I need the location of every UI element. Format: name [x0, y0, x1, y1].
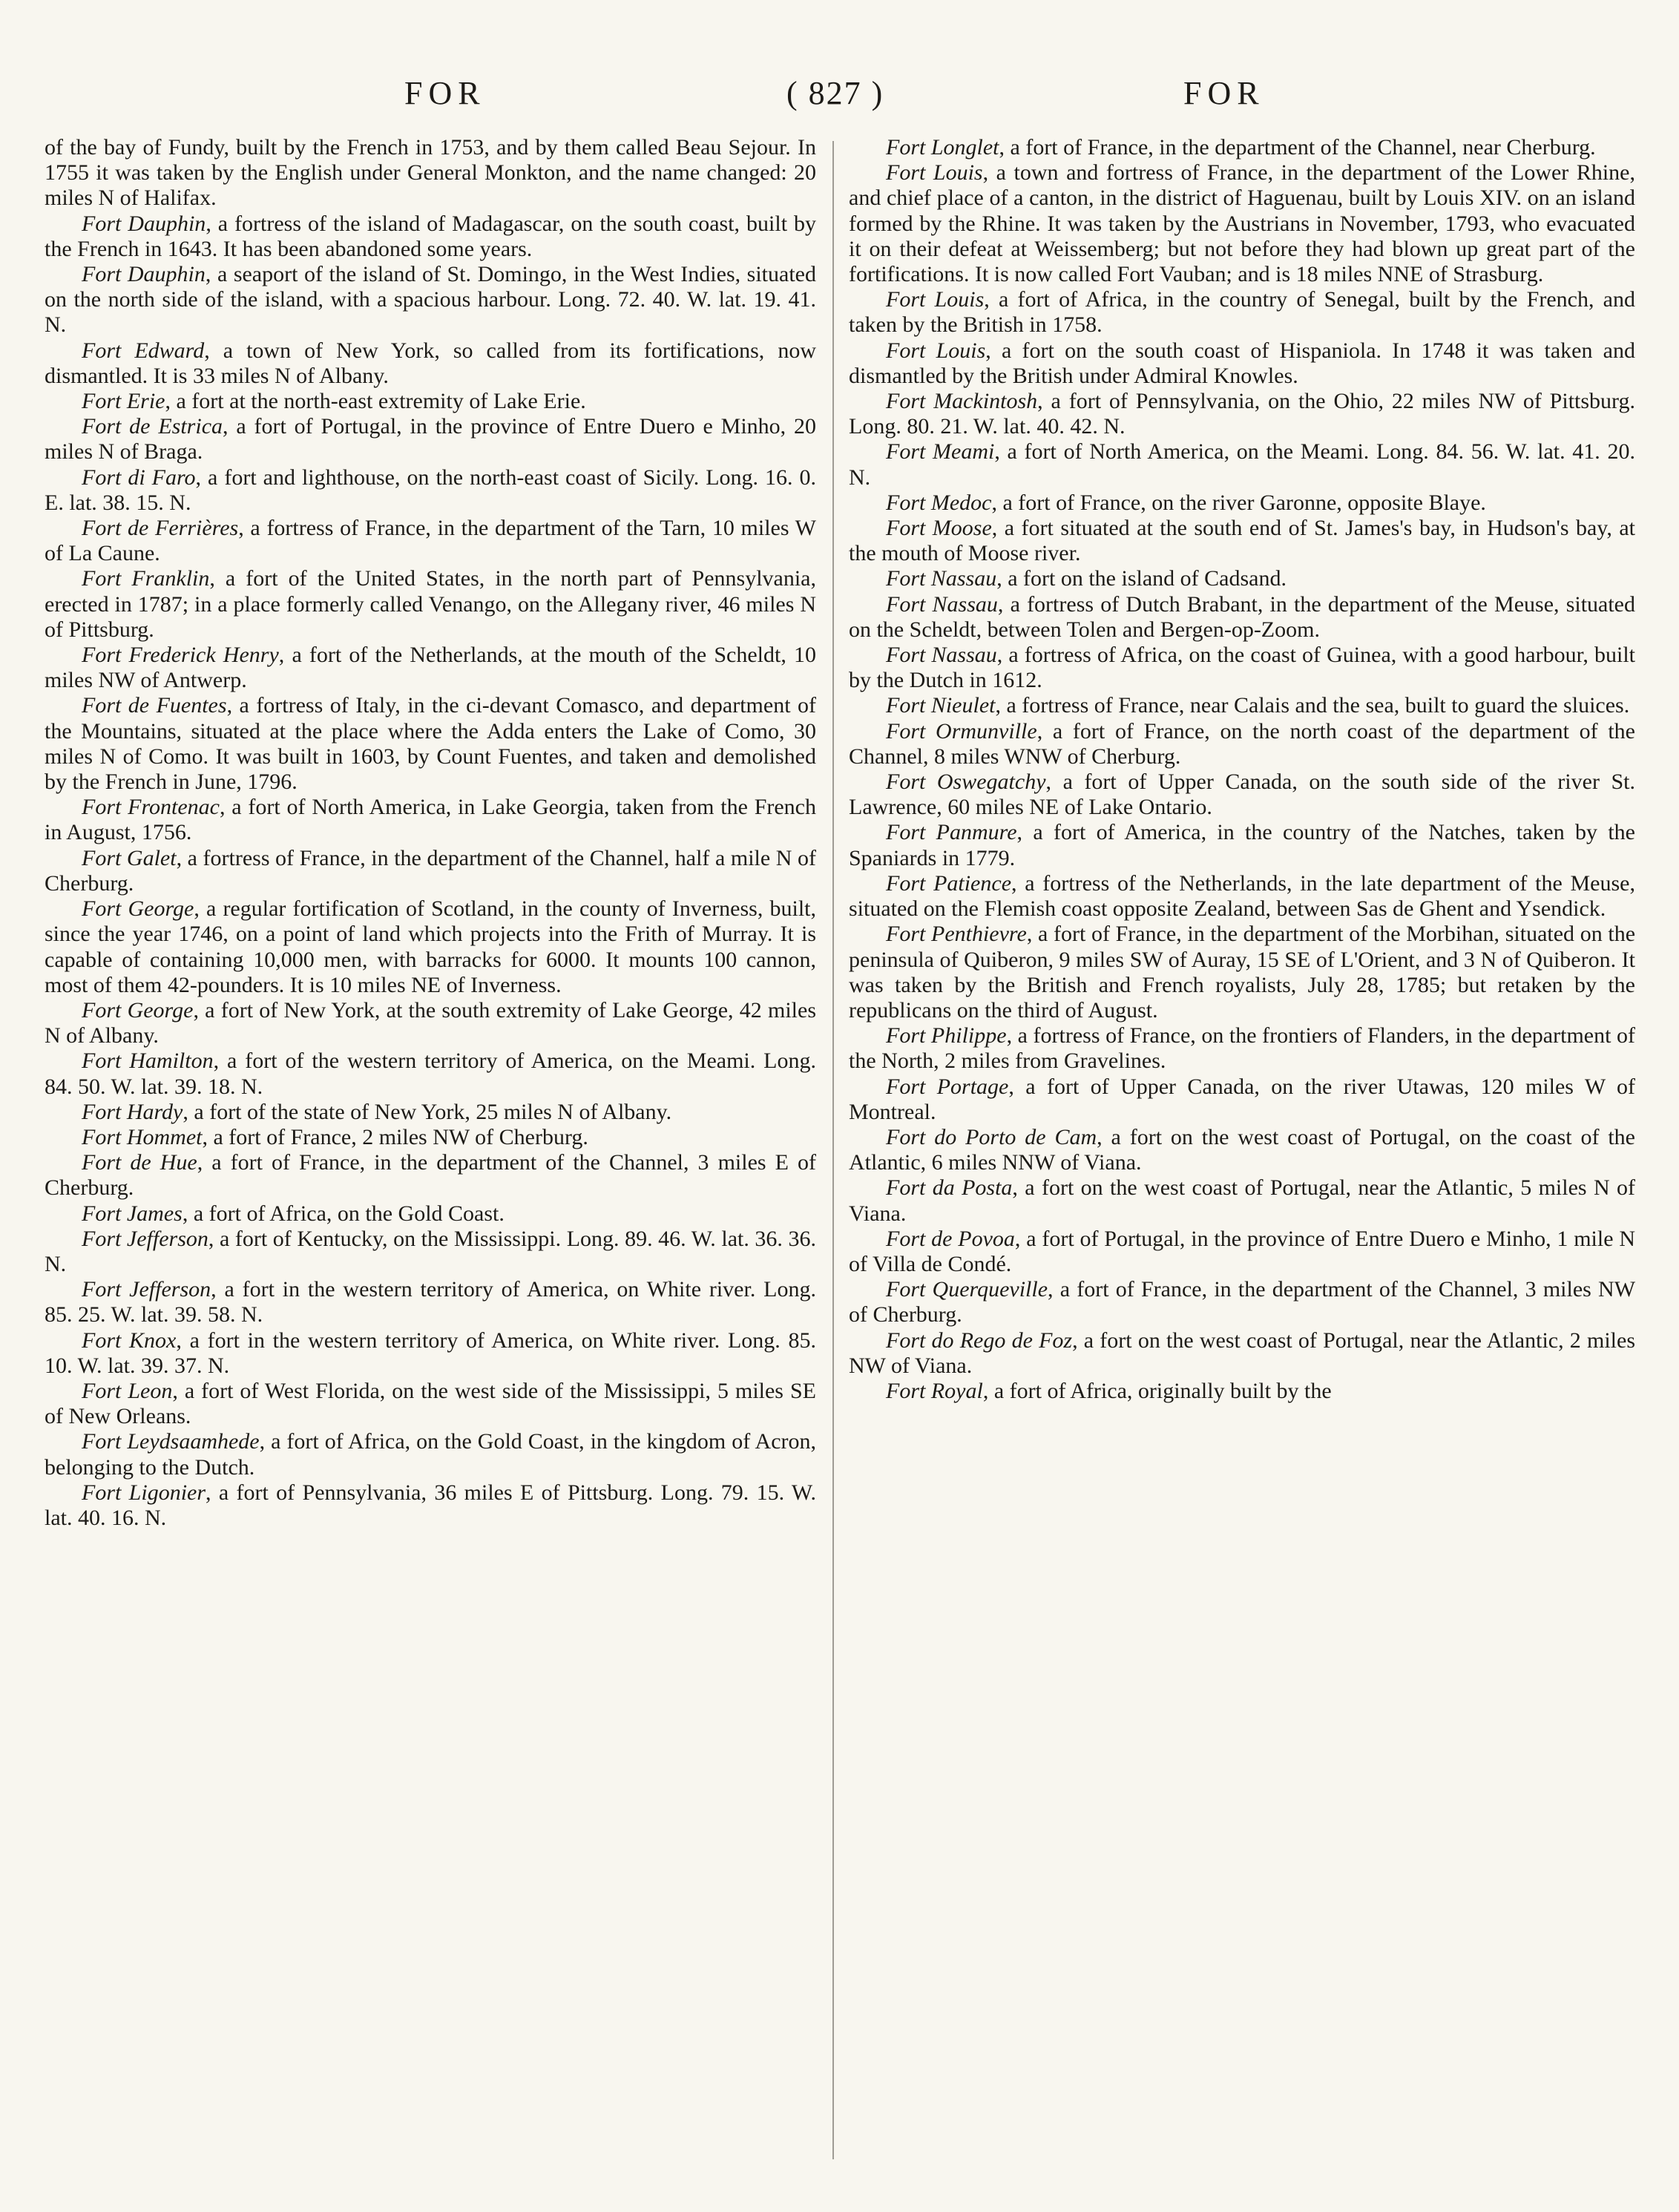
gazetteer-entry: [45, 1201, 816, 1227]
entry-name: Fort Hardy: [82, 1099, 183, 1124]
entry-text: , a fort on the south coast of Hispaniola. In 1748 it was taken and dismantled by the British under Admiral Knowles.: [849, 338, 1635, 388]
gazetteer-entry: [45, 211, 816, 262]
entry-name: Fort Oswegatchy: [886, 769, 1046, 795]
entry-name: Fort do Rego de Foz: [886, 1327, 1073, 1353]
gazetteer-entry: [45, 693, 816, 795]
entry-name: Fort Mackintosh: [886, 389, 1038, 414]
gazetteer-entry: [849, 1277, 1635, 1327]
gazetteer-entry: [849, 338, 1635, 389]
gazetteer-entry: [45, 1379, 816, 1429]
entry-name: Fort George: [82, 896, 194, 922]
gazetteer-entry: [45, 643, 816, 693]
entry-name: Fort Dauphin: [82, 211, 206, 236]
gazetteer-entry: [45, 465, 816, 516]
entry-text: , a seaport of the island of St. Domingo, in the West Indies, situated on the north side of the island, with a spacious harbour. Long. 72. 40. W. lat. 19. 41. N.: [45, 262, 816, 338]
entry-text: , a fort on the west coast of Portugal, on the coast of the Atlantic, 6 miles NNW of Viana.: [849, 1124, 1635, 1175]
entry-text: , a fortress of Dutch Brabant, in the department of the Meuse, situated on the Scheldt, between Tolen and Bergen-op-Zoom.: [849, 591, 1635, 642]
entry-name: Fort Moose: [886, 516, 992, 541]
gazetteer-entry: [45, 135, 816, 211]
entry-name: Fort Panmure: [886, 820, 1017, 845]
gazetteer-entry: [849, 490, 1635, 516]
entry-text: , a fortress of Italy, in the ci-devant Comasco, and department of the Mountains, situated at the place where the Adda enters the Lake of Como, 30 miles N of Como. It was built in 1603, by Count Fuentes, and taken and demolished by the French in June, 1796.: [45, 693, 816, 795]
entry-text: , a fortress of France, in the department of the Channel, half a mile N of Cherburg.: [45, 845, 816, 896]
entry-name: Fort Franklin: [82, 566, 210, 591]
entry-text: , a fort of New York, at the south extremity of Lake George, 42 miles N of Albany.: [45, 997, 816, 1048]
page-number: ( 827 ): [786, 75, 884, 111]
running-head-right: FOR: [1183, 75, 1265, 111]
entry-text: , a fort in the western territory of America, on White river. Long. 85. 25. W. lat. 39. 58. N.: [45, 1277, 816, 1327]
page-header: [0, 74, 1679, 119]
entry-text: , a fort in the western territory of America, on White river. Long. 85. 10. W. lat. 39. 37. N.: [45, 1327, 816, 1378]
gazetteer-entry: [45, 262, 816, 338]
gazetteer-entry: [849, 1379, 1635, 1404]
gazetteer-entry: [849, 693, 1635, 718]
entry-name: Fort Hommet: [82, 1124, 203, 1149]
entry-text: , a fort of France, on the north coast of the department of the Channel, 8 miles WNW of Cherburg.: [849, 718, 1635, 769]
gazetteer-entry: [849, 820, 1635, 870]
entry-text: , a fort of Pennsylvania, on the Ohio, 22 miles NW of Pittsburg. Long. 80. 21. W. lat. 40. 42. N.: [849, 389, 1635, 439]
entry-name: Fort Meami: [886, 439, 995, 465]
entry-text: , a fort at the north-east extremity of Lake Erie.: [165, 389, 586, 414]
entry-text: , a fort of Africa, on the Gold Coast, in the kingdom of Acron, belonging to the Dutch.: [45, 1429, 817, 1480]
gazetteer-entry: [849, 719, 1635, 769]
gazetteer-entry: [45, 1150, 816, 1201]
entry-text: , a fortress of the Netherlands, in the late department of the Meuse, situated on the Flemish coast opposite Zealand, between Sas de Ghent and Ysendick.: [849, 870, 1635, 922]
entry-text: , a fortress of France, near Calais and the sea, built to guard the sluices.: [995, 693, 1630, 718]
entry-name: Fort do Porto de Cam: [886, 1124, 1097, 1149]
entry-text: , a fort of North America, in Lake Georgia, taken from the French in August, 1756.: [45, 795, 816, 845]
entry-name: Fort James: [82, 1201, 183, 1226]
entry-text: , a fortress of France, on the frontiers of Flanders, in the department of the North, 2 miles from Gravelines.: [849, 1023, 1635, 1074]
entry-text: , a fort of the state of New York, 25 miles N of Albany.: [183, 1099, 672, 1124]
entry-text: , a fort of France, 2 miles NW of Cherburg.: [202, 1124, 588, 1149]
entry-text: , a fort of Portugal, in the province of Entre Duero e Minho, 20 miles N of Braga.: [45, 414, 816, 465]
entry-name: Fort de Povoa: [886, 1226, 1015, 1251]
gazetteer-entry: [45, 846, 816, 896]
entry-text: , a fort of Portugal, in the province of Entre Duero e Minho, 1 mile N of Villa de Condé.: [849, 1226, 1636, 1276]
gazetteer-entry: [849, 769, 1635, 820]
entry-name: Fort Nassau: [886, 566, 997, 591]
entry-text: , a fortress of Africa, on the coast of Guinea, with a good harbour, built by the Dutch in 1612.: [849, 643, 1635, 693]
right-column: [849, 135, 1635, 1404]
entry-text: , a fort of the western territory of America, on the Meami. Long. 84. 50. W. lat. 39. 18. N.: [45, 1048, 817, 1099]
entry-text: , a fort on the west coast of Portugal, near the Atlantic, 5 miles N of Viana.: [849, 1175, 1635, 1226]
entry-text: , a town and fortress of France, in the department of the Lower Rhine, and chief place of a canton, in the district of Haguenau, built by Louis XIV. on an island formed by the Rhine. It was taken by the Austrians in November, 1793, who evacuated it on their defeat at Weissemberg; but not before they had blown up great part of the fortifications. It is now called Fort Vauban; and is 18 miles NNE of Strasburg.: [849, 160, 1635, 287]
gazetteer-entry: [849, 516, 1635, 566]
entry-name: Fort Portage: [886, 1074, 1009, 1099]
gazetteer-entry: [849, 922, 1635, 1023]
left-column: [45, 135, 816, 1531]
entry-name: Fort da Posta: [886, 1175, 1013, 1201]
entry-text: , a fortress of France, in the department of the Tarn, 10 miles W of La Caune.: [45, 516, 816, 566]
gazetteer-entry: [45, 1100, 816, 1125]
entry-name: Fort Louis: [886, 160, 983, 186]
gazetteer-entry: [45, 1125, 816, 1150]
gazetteer-entry: [45, 998, 816, 1048]
gazetteer-entry: [849, 135, 1635, 160]
gazetteer-entry: [849, 1074, 1635, 1125]
entry-name: Fort de Ferrières: [82, 516, 239, 541]
gazetteer-entry: [849, 566, 1635, 591]
entry-text: , a fort of Upper Canada, on the south side of the river St. Lawrence, 60 miles NE of Lake Ontario.: [849, 769, 1636, 820]
gazetteer-entry: [45, 1480, 816, 1531]
entry-name: Fort Louis: [886, 287, 985, 312]
entry-name: Fort Patience: [886, 870, 1012, 896]
entry-name: Fort Medoc: [886, 490, 992, 515]
gazetteer-entry: [849, 439, 1635, 490]
gazetteer-entry: [849, 1227, 1635, 1277]
entry-text: , a fortress of the island of Madagascar, on the south coast, built by the French in 1643. It has been abandoned some years.: [45, 211, 816, 261]
entry-name: Fort Ormunville: [886, 718, 1037, 744]
gazetteer-entry: [45, 1048, 816, 1099]
entry-name: Fort Philippe: [886, 1023, 1007, 1048]
gazetteer-entry: [45, 338, 816, 389]
entry-text: , a fort of Africa, in the country of Senegal, built by the French, and taken by the British in 1758.: [849, 287, 1635, 338]
entry-name: Fort Nieulet: [886, 693, 996, 718]
entry-name: Fort Knox: [82, 1327, 177, 1353]
entry-text: , a fort of Upper Canada, on the river Utawas, 120 miles W of Montreal.: [849, 1074, 1635, 1124]
gazetteer-entry: [849, 1125, 1635, 1175]
entry-text: , a fort of the United States, in the north part of Pennsylvania, erected in 1787; in a place formerly called Venango, on the Allegany river, 46 miles N of Pittsburg.: [45, 566, 816, 642]
entry-text: , a fort situated at the south end of St. James's bay, in Hudson's bay, at the mouth of Moose river.: [849, 516, 1635, 566]
running-head-left: FOR: [404, 75, 486, 111]
entry-name: Fort Jefferson: [82, 1226, 208, 1251]
entry-text: , a fort of Africa, originally built by the: [982, 1378, 1332, 1403]
gazetteer-entry: [849, 1023, 1635, 1074]
gazetteer-entry: [849, 871, 1635, 922]
gazetteer-entry: [849, 1175, 1635, 1226]
gazetteer-entry: [849, 389, 1635, 439]
entry-name: Fort Longlet: [886, 135, 999, 160]
entry-name: Fort Nassau: [886, 591, 998, 617]
entry-text: , a fort of North America, on the Meami. Long. 84. 56. W. lat. 41. 20. N.: [849, 439, 1636, 490]
entry-name: Fort Nassau: [886, 643, 997, 668]
entry-name: Fort Edward: [82, 338, 205, 363]
gazetteer-entry: [45, 414, 816, 465]
entry-name: Fort Leon: [82, 1378, 173, 1403]
gazetteer-entry: [45, 389, 816, 414]
gazetteer-entry: [849, 287, 1635, 338]
entry-text: of the bay of Fundy, built by the French in 1753, and by them called Beau Sejour. In 1755 it was taken by the English under General Monkton, and the name changed: 20 miles N of Halifax.: [45, 135, 816, 211]
entry-text: , a fort of France, in the department of the Channel, 3 miles NW of Cherburg.: [849, 1277, 1636, 1327]
gazetteer-entry: [45, 1328, 816, 1379]
gazetteer-entry: [45, 795, 816, 845]
entry-text: , a fort and lighthouse, on the north-east coast of Sicily. Long. 16. 0. E. lat. 38. 15. N.: [45, 465, 816, 515]
entry-name: Fort Hamilton: [82, 1048, 214, 1074]
entry-name: Fort de Estrica: [82, 414, 223, 439]
entry-name: Fort Jefferson: [82, 1277, 211, 1302]
entry-name: Fort de Hue: [82, 1150, 197, 1175]
gazetteer-entry: [45, 566, 816, 643]
entry-name: Fort Ligonier: [82, 1480, 206, 1505]
entry-text: , a fort on the west coast of Portugal, near the Atlantic, 2 miles NW of Viana.: [849, 1327, 1635, 1378]
entry-name: Fort di Faro: [82, 465, 196, 490]
gazetteer-entry: [849, 1328, 1635, 1379]
column-divider: [832, 141, 834, 2159]
entry-name: Fort Frontenac: [82, 795, 220, 820]
entry-name: Fort de Fuentes: [82, 693, 227, 718]
entry-name: Fort Louis: [886, 338, 986, 363]
entry-text: , a fort of France, in the department of the Channel, near Cherburg.: [999, 135, 1596, 160]
entry-text: , a fort of Pennsylvania, 36 miles E of Pittsburg. Long. 79. 15. W. lat. 40. 16. N.: [45, 1480, 816, 1530]
entry-text: , a fort of America, in the country of the Natches, taken by the Spaniards in 1779.: [849, 820, 1635, 870]
entry-name: Fort Querqueville: [886, 1277, 1048, 1302]
entry-name: Fort Erie: [82, 389, 165, 414]
gazetteer-entry: [45, 1277, 816, 1327]
gazetteer-entry: [849, 643, 1635, 693]
entry-text: , a town of New York, so called from its fortifications, now dismantled. It is 33 miles N of Albany.: [45, 338, 816, 388]
entry-text: , a regular fortification of Scotland, in the county of Inverness, built, since the year 1746, on a point of land which projects into the Frith of Murray. It is capable of containing 10,000 men, with barracks for 6000. It mounts 100 cannon, most of them 42-pounders. It is 10 miles NE of Inverness.: [45, 896, 816, 997]
entry-text: , a fort of France, on the river Garonne, opposite Blaye.: [991, 490, 1486, 515]
gazetteer-entry: [45, 1429, 816, 1480]
gazetteer-entry: [45, 896, 816, 998]
entry-text: , a fort of France, in the department of the Channel, 3 miles E of Cherburg.: [45, 1150, 816, 1201]
entry-text: , a fort on the island of Cadsand.: [996, 566, 1287, 591]
entry-name: Fort Dauphin: [82, 262, 206, 287]
entry-name: Fort Royal: [886, 1378, 983, 1403]
entry-name: Fort Penthievre: [886, 922, 1027, 947]
entry-name: Fort Galet: [82, 845, 177, 870]
entry-text: , a fort of France, in the department of the Morbihan, situated on the peninsula of Quiberon, 9 miles SW of Auray, 15 SE of L'Orient, and 3 N of Quiberon. It was taken by the British and French royalists, July 28, 1785; but retaken by the republicans on the third of August.: [849, 922, 1636, 1023]
entry-text: , a fort of the Netherlands, at the mouth of the Scheldt, 10 miles NW of Antwerp.: [45, 643, 816, 693]
entry-name: Fort Leydsaamhede: [82, 1429, 260, 1454]
entry-text: , a fort of Africa, on the Gold Coast.: [182, 1201, 505, 1226]
gazetteer-entry: [45, 1227, 816, 1277]
entry-text: , a fort of Kentucky, on the Mississippi. Long. 89. 46. W. lat. 36. 36. N.: [45, 1226, 816, 1276]
gazetteer-entry: [849, 592, 1635, 643]
gazetteer-entry: [849, 160, 1635, 287]
entry-name: Fort Frederick Henry: [82, 643, 279, 668]
gazetteer-entry: [45, 516, 816, 566]
entry-text: , a fort of West Florida, on the west side of the Mississippi, 5 miles SE of New Orleans.: [45, 1378, 816, 1429]
entry-name: Fort George: [82, 997, 194, 1023]
